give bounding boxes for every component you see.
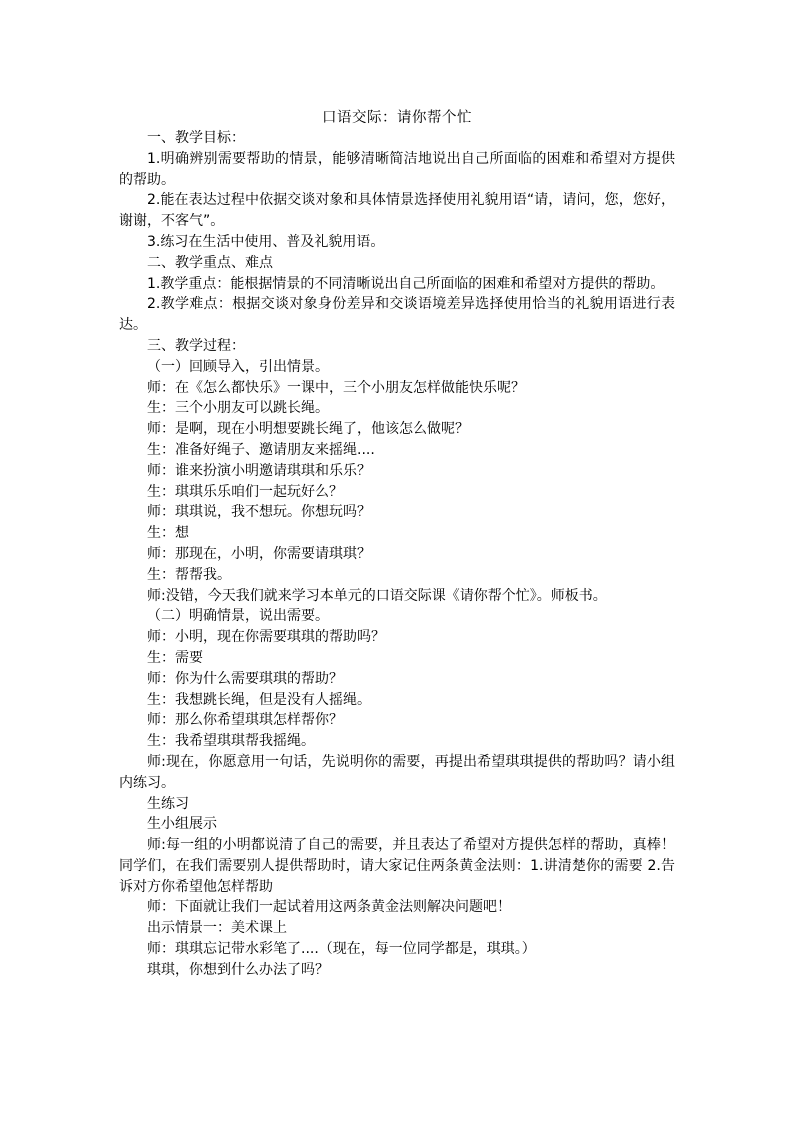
paragraph: 师：那么你希望琪琪怎样帮你？: [147, 712, 343, 729]
paragraph: 1.教学重点：能根据情景的不同清晰说出自己所面临的困难和希望对方提供的帮助。: [147, 275, 665, 292]
paragraph: 师:现在，你愿意用一句话，先说明你的需要，再提出希望琪琪提供的帮助吗？请小组内练习。: [119, 753, 675, 791]
paragraph: 师：是啊，现在小明想要跳长绳了，他该怎么做呢？: [147, 421, 469, 438]
paragraph: 师：琪琪忘记带水彩笔了....（现在，每一位同学都是，琪琪。）: [147, 941, 536, 958]
paragraph: 一、教学目标：: [147, 130, 245, 146]
paragraph: 三、教学过程：: [147, 337, 245, 354]
paragraph: 二、教学重点、难点: [147, 254, 273, 271]
paragraph: 生：需要: [147, 649, 203, 666]
paragraph: （一）回顾导入，引出情景。: [147, 358, 329, 375]
paragraph: 生：准备好绳子、邀请朋友来摇绳....: [147, 441, 375, 458]
paragraph: 师：谁来扮演小明邀请琪琪和乐乐？: [147, 462, 371, 479]
paragraph-list: [119, 128, 675, 981]
paragraph: 生：想: [147, 525, 189, 542]
paragraph: 生：我希望琪琪帮我摇绳。: [147, 733, 315, 750]
document-title: 口语交际：请你帮个忙: [322, 110, 472, 126]
paragraph: 师:没错，今天我们就来学习本单元的口语交际课《请你帮个忙》。师板书。: [147, 587, 607, 604]
paragraph: 2.教学难点：根据交谈对象身份差异和交谈语境差异选择使用恰当的礼貌用语进行表达。: [119, 296, 675, 334]
paragraph: 出示情景一：美术课上: [147, 920, 287, 937]
paragraph: 师：在《怎么都快乐》一课中，三个小朋友怎样做能快乐呢？: [147, 379, 525, 396]
paragraph: 师：你为什么需要琪琪的帮助？: [147, 670, 343, 687]
paragraph: 生：琪琪乐乐咱们一起玩好么？: [147, 483, 343, 500]
paragraph: 生：我想跳长绳，但是没有人摇绳。: [147, 691, 371, 708]
paragraph: 生练习: [147, 795, 189, 812]
paragraph: 琪琪，你想到什么办法了吗？: [147, 961, 329, 978]
paragraph: 师：琪琪说，我不想玩。你想玩吗？: [147, 504, 371, 521]
paragraph: 师：下面就让我们一起试着用这两条黄金法则解决问题吧！: [147, 899, 511, 916]
paragraph: 3.练习在生活中使用、普及礼貌用语。: [147, 233, 385, 250]
paragraph: 1.明确辨别需要帮助的情景，能够清晰简洁地说出自己所面临的困难和希望对方提供的帮助。: [119, 150, 675, 188]
paragraph: 生小组展示: [147, 816, 217, 833]
paragraph: 师:每一组的小明都说清了自己的需要，并且表达了希望对方提供怎样的帮助，真棒！同学们，在我们需要别人提供帮助时，请大家记住两条黄金法则：1.讲清楚你的需要 2.告诉对方你希望他怎样帮助: [119, 837, 675, 895]
paragraph: 2.能在表达过程中依据交谈对象和具体情景选择使用礼貌用语“请，请问，您，您好，谢谢，不客气”。: [119, 192, 675, 230]
paragraph: （二）明确情景，说出需要。: [147, 608, 329, 625]
document-body: [119, 108, 675, 981]
paragraph: 生：三个小朋友可以跳长绳。: [147, 400, 329, 417]
paragraph: 师：那现在，小明，你需要请琪琪？: [147, 545, 371, 562]
paragraph: 师：小明，现在你需要琪琪的帮助吗？: [147, 629, 385, 646]
paragraph: 生：帮帮我。: [147, 566, 231, 583]
